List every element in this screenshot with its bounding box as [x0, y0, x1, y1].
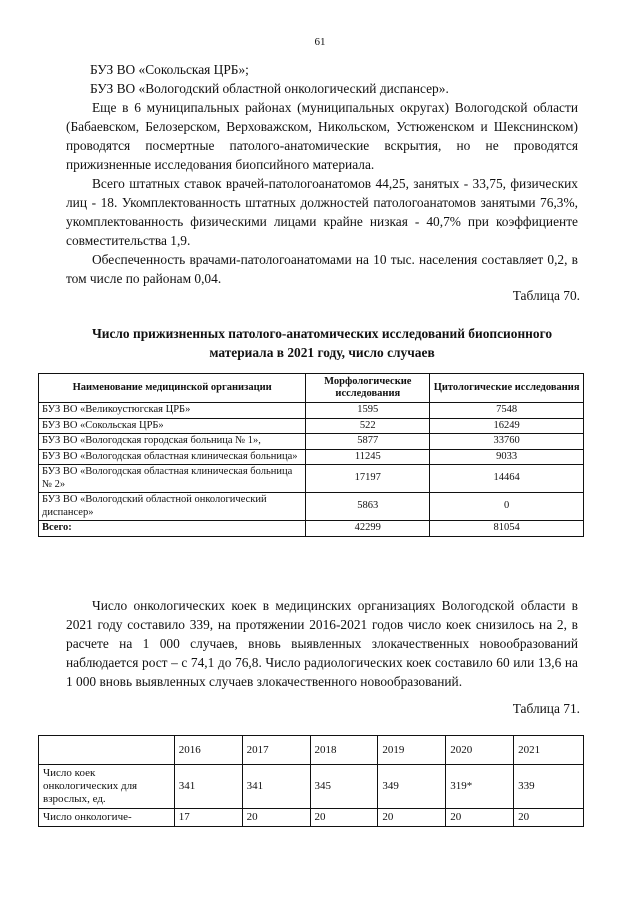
- cell-value: 20: [446, 809, 514, 827]
- morph-value: 11245: [306, 449, 430, 465]
- morph-value: 5863: [306, 493, 430, 521]
- header-cyto: Цитологические исследования: [430, 374, 584, 403]
- table-row: [39, 449, 584, 465]
- table-row: [39, 809, 584, 827]
- intro-text: [66, 60, 578, 288]
- table-71-caption: Таблица 71.: [512, 701, 580, 716]
- org-name: БУЗ ВО «Вологодский областной онкологический диспансер»: [39, 493, 306, 521]
- cell-value: 341: [242, 765, 310, 809]
- table-row: [39, 765, 584, 809]
- cyto-value: 33760: [430, 434, 584, 450]
- morph-value: 522: [306, 418, 430, 434]
- cyto-value: 0: [430, 493, 584, 521]
- org-name: БУЗ ВО «Великоустюгская ЦРБ»: [39, 403, 306, 419]
- header-empty: [39, 736, 175, 765]
- table-header-row: [39, 374, 584, 403]
- org-name: БУЗ ВО «Вологодская областная клиническая больница»: [39, 449, 306, 465]
- morph-value: 1595: [306, 403, 430, 419]
- beds-text: [66, 596, 578, 691]
- cell-value: 17: [174, 809, 242, 827]
- cell-value: 20: [378, 809, 446, 827]
- table-71: [38, 735, 584, 827]
- org-name: БУЗ ВО «Сокольская ЦРБ»: [39, 418, 306, 434]
- table-header-row: [39, 736, 584, 765]
- total-label: Всего:: [39, 521, 306, 537]
- cyto-value: 9033: [430, 449, 584, 465]
- paragraph: Еще в 6 муниципальных районах (муниципальных округах) Вологодской области (Бабаевском, Белозерском, Верховажском, Никольском, Устюженском и Шекснинском) проводятся посмертные патолого-анатомические вскрытия, но не проводятся прижизненные исследования биопсийного материала.: [66, 100, 578, 172]
- cyto-value: 7548: [430, 403, 584, 419]
- paragraph: БУЗ ВО «Сокольская ЦРБ»;: [90, 62, 249, 77]
- paragraph: Всего штатных ставок врачей-патологоанатомов 44,25, занятых - 33,75, физических лиц - 18. Укомплектованность штатных должностей патологоанатомов занятыми 76,3%, укомплектованность физическими лицами крайне низкая - 40,7% при коэффициенте совместительства 1,9.: [66, 176, 578, 248]
- year-header: 2016: [174, 736, 242, 765]
- cell-value: 319*: [446, 765, 514, 809]
- table-row: [39, 418, 584, 434]
- cell-value: 349: [378, 765, 446, 809]
- total-morph: 42299: [306, 521, 430, 537]
- total-cyto: 81054: [430, 521, 584, 537]
- cell-value: 20: [514, 809, 584, 827]
- row-label: Число онкологиче-: [39, 809, 175, 827]
- table-row: [39, 465, 584, 493]
- morph-value: 17197: [306, 465, 430, 493]
- paragraph: БУЗ ВО «Вологодский областной онкологический диспансер».: [90, 81, 449, 96]
- morph-value: 5877: [306, 434, 430, 450]
- table-70: [38, 373, 584, 537]
- paragraph: Обеспеченность врачами-патологоанатомами на 10 тыс. населения составляет 0,2, в том числе по районам 0,04.: [66, 252, 578, 286]
- row-label: Число коек онкологических для взрослых, ед.: [39, 765, 175, 809]
- table-row: [39, 493, 584, 521]
- year-header: 2020: [446, 736, 514, 765]
- table-total-row: [39, 521, 584, 537]
- table-70-caption: Таблица 70.: [512, 288, 580, 303]
- cell-value: 20: [310, 809, 378, 827]
- year-header: 2018: [310, 736, 378, 765]
- page-number: 61: [314, 36, 326, 48]
- org-name: БУЗ ВО «Вологодская областная клиническая больница № 2»: [39, 465, 306, 493]
- cell-value: 339: [514, 765, 584, 809]
- cyto-value: 14464: [430, 465, 584, 493]
- table-row: [39, 403, 584, 419]
- cell-value: 341: [174, 765, 242, 809]
- header-org: Наименование медицинской организации: [39, 374, 306, 403]
- year-header: 2021: [514, 736, 584, 765]
- cell-value: 345: [310, 765, 378, 809]
- table-row: [39, 434, 584, 450]
- cyto-value: 16249: [430, 418, 584, 434]
- table-70-title: Число прижизненных патолого-анатомических исследований биопсионного материала в 2021 году, число случаев: [91, 326, 553, 360]
- year-header: 2019: [378, 736, 446, 765]
- year-header: 2017: [242, 736, 310, 765]
- paragraph: Число онкологических коек в медицинских организациях Вологодской области в 2021 году составило 339, на протяжении 2016-2021 годов число коек снизилось на 2, в расчете на 1 000 случаев, вновь выявленных злокачественных новообразований наблюдается рост – с 74,1 до 76,8. Число радиологических коек составило 60 или 13,6 на 1 000 вновь выявленных случаев злокачественного новообразований.: [66, 598, 578, 689]
- org-name: БУЗ ВО «Вологодская городская больница № 1»,: [39, 434, 306, 450]
- cell-value: 20: [242, 809, 310, 827]
- header-morph: Морфологические исследования: [306, 374, 430, 403]
